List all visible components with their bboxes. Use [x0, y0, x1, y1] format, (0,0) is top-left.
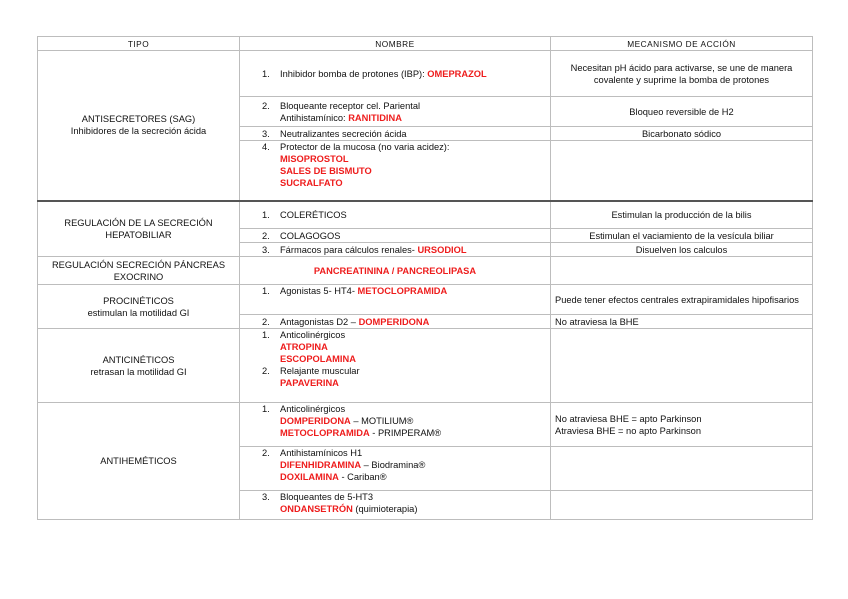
drug-name: ESCOPOLAMINA: [280, 354, 356, 364]
table-row: 3. Bloqueantes de 5-HT3 ONDANSETRÓN (quimioterapia): [38, 491, 813, 520]
drug-name: ATROPINA: [280, 342, 328, 352]
drug-name: METOCLOPRAMIDA: [357, 286, 448, 296]
table-row: 2. Antagonistas D2 – DOMPERIDONA No atraviesa la BHE: [38, 315, 813, 329]
mechanism: Puede tener efectos centrales extrapiramidales hipofisarios: [551, 285, 813, 315]
table-row: 2. Antihistamínicos H1 DIFENHIDRAMINA – Biodramina® DOXILAMINA - Cariban®: [38, 447, 813, 491]
table-row: ANTICINÉTICOS retrasan la motilidad GI 1. Anticolinérgicos ATROPINA ESCOPOLAMINA 2. Relajante muscular PAPAVERINA: [38, 329, 813, 403]
header-tipo: TIPO: [38, 37, 240, 51]
drug-name: PAPAVERINA: [280, 378, 339, 388]
drug-name: METOCLOPRAMIDA: [280, 428, 370, 438]
table-row: 4. Protector de la mucosa (no varia acidez): MISOPROSTOL SALES DE BISMUTO SUCRALFATO: [38, 141, 813, 201]
mechanism: Estimulan el vaciamiento de la vesícula biliar: [551, 229, 813, 243]
tipo-antihemeticos: ANTIHEMÉTICOS: [38, 403, 240, 520]
table-row: 2. Bloqueante receptor cel. Pariental Antihistamínico: RANITIDINA Bloqueo reversible de H2: [38, 97, 813, 127]
drug-name: DIFENHIDRAMINA: [280, 460, 362, 470]
mechanism: Bicarbonato sódico: [551, 127, 813, 141]
drug-name: MISOPROSTOL: [280, 154, 349, 164]
mechanism: No atraviesa la BHE: [551, 315, 813, 329]
drug-name: ONDANSETRÓN: [280, 504, 353, 514]
tipo-antisecretores: ANTISECRETORES (SAG) Inhibidores de la secreción ácida: [38, 51, 240, 201]
drug-name: DOMPERIDONA: [358, 316, 430, 327]
drug-name: RANITIDINA: [348, 112, 402, 123]
drug-name: PANCREATININA / PANCREOLIPASA: [313, 265, 477, 276]
tipo-procineticos: PROCINÉTICOS estimulan la motilidad GI: [38, 285, 240, 329]
drug-name: URSODIOL: [417, 244, 467, 255]
mechanism: Disuelven los calculos: [551, 243, 813, 257]
mechanism: Necesitan pH ácido para activarse, se une de manera covalente y suprime la bomba de protones: [551, 51, 813, 97]
tipo-hepatobiliar: REGULACIÓN DE LA SECRECIÓN HEPATOBILIAR: [38, 201, 240, 257]
header-nombre: NOMBRE: [240, 37, 551, 51]
mechanism: Estimulan la producción de la bilis: [551, 201, 813, 229]
tipo-pancreas: REGULACIÓN SECRECIÓN PÁNCREAS EXOCRINO: [38, 257, 240, 285]
drug-name: OMEPRAZOL: [427, 68, 487, 79]
tipo-anticineticos: ANTICINÉTICOS retrasan la motilidad GI: [38, 329, 240, 403]
table-row: [38, 257, 813, 285]
table-row: ANTISECRETORES (SAG) Inhibidores de la secreción ácida 1. Inhibidor bomba de protones (IBP): OMEPRAZOL Necesitan pH ácido para activarse, se une de manera covalente y suprime la bomba de protones: [38, 51, 813, 97]
table-row: REGULACIÓN DE LA SECRECIÓN HEPATOBILIAR 1. COLERÉTICOS Estimulan la producción de la bilis: [38, 201, 813, 229]
table-row: 3. Fármacos para cálculos renales- URSODIOL Disuelven los calculos: [38, 243, 813, 257]
drug-name: SALES DE BISMUTO: [280, 166, 372, 176]
table-row: 2. COLAGOGOS Estimulan el vaciamiento de la vesícula biliar: [38, 229, 813, 243]
drug-name: SUCRALFATO: [280, 178, 343, 188]
drug-table: [37, 36, 813, 520]
header-row: [38, 37, 813, 51]
table-row: PROCINÉTICOS estimulan la motilidad GI 1. Agonistas 5- HT4- METOCLOPRAMIDA Puede tener efectos centrales extrapiramidales hipofisarios: [38, 285, 813, 315]
mechanism: Bloqueo reversible de H2: [551, 97, 813, 127]
drug-name: DOXILAMINA: [280, 472, 339, 482]
table-row: 3. Neutralizantes secreción ácida Bicarbonato sódico: [38, 127, 813, 141]
table-row: ANTIHEMÉTICOS 1. Anticolinérgicos DOMPERIDONA – MOTILIUM® METOCLOPRAMIDA - PRIMPERAM® No atraviesa BHE = apto Parkinson Atraviesa BHE = no apto Parkinson: [38, 403, 813, 447]
header-mecanismo: MECANISMO DE ACCIÓN: [551, 37, 813, 51]
drug-name: DOMPERIDONA: [280, 416, 351, 426]
mechanism: No atraviesa BHE = apto Parkinson Atraviesa BHE = no apto Parkinson: [551, 403, 813, 447]
